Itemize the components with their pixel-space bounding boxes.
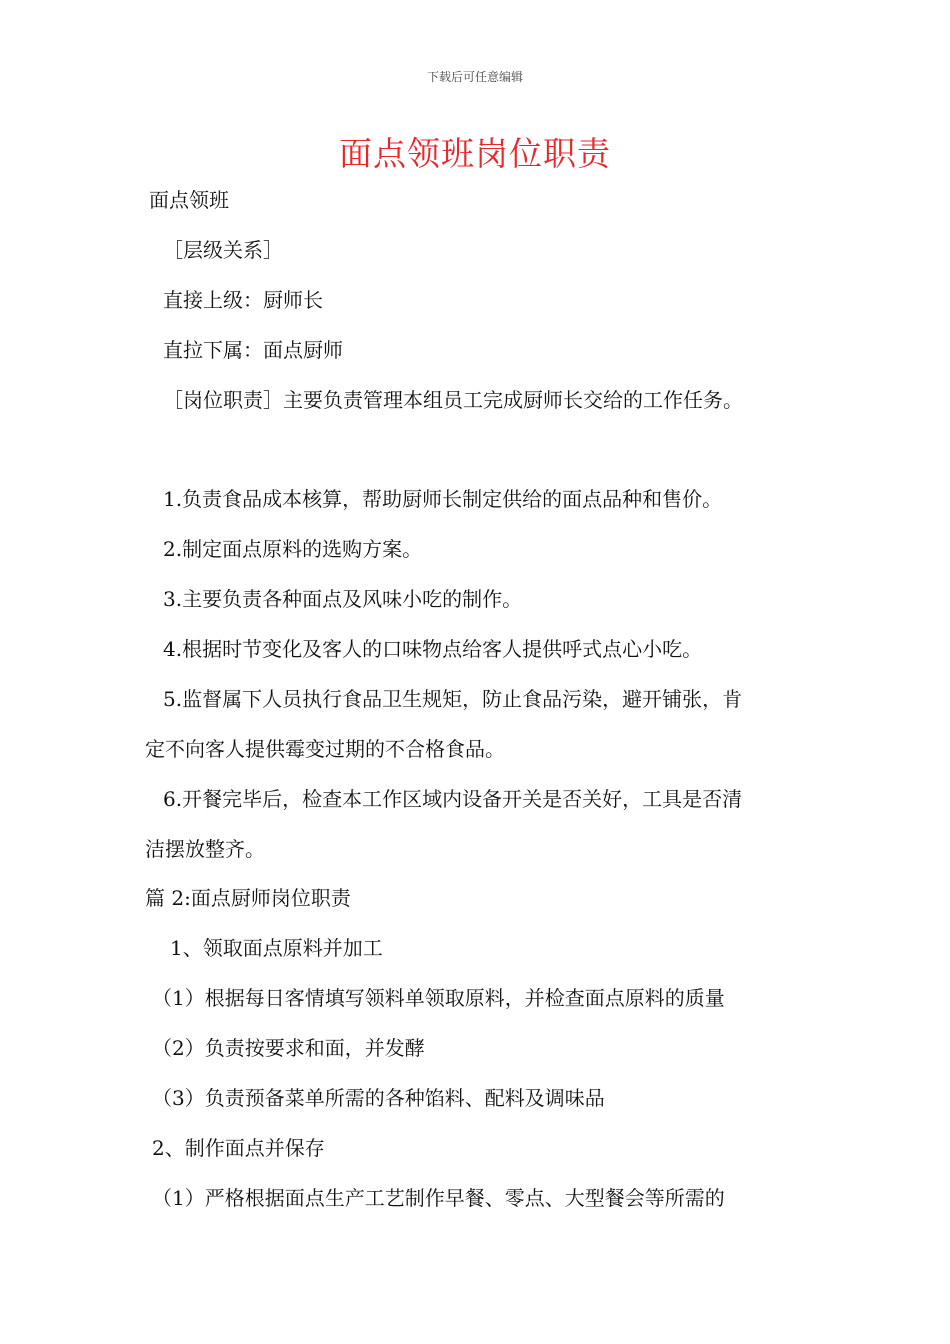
- part1-item: （2）负责按要求和面，并发酵: [152, 1036, 425, 1060]
- subtitle: 面点领班: [149, 188, 229, 212]
- duty-item-continued: 洁摆放整齐。: [145, 837, 265, 861]
- duty-item: 4.根据时节变化及客人的口味物点给客人提供呼式点心小吃。: [163, 637, 703, 661]
- part1-item: （3）负责预备菜单所需的各种馅料、配料及调味品: [152, 1086, 605, 1110]
- duty-item: 2.制定面点原料的选购方案。: [163, 537, 423, 561]
- duty-item: 3.主要负责各种面点及风味小吃的制作。: [163, 587, 523, 611]
- section2-heading: 篇 2:面点厨师岗位职责: [145, 886, 351, 910]
- header-note: 下载后可任意编辑: [426, 70, 523, 84]
- part1-heading: 1、领取面点原料并加工: [170, 936, 383, 960]
- hierarchy-heading: ［层级关系］: [163, 238, 283, 262]
- superior-line: 直接上级：厨师长: [163, 288, 323, 312]
- subordinate-line: 直拉下属：面点厨师: [163, 338, 343, 362]
- duty-item-continued: 定不向客人提供霉变过期的不合格食品。: [145, 737, 505, 761]
- part2-item: （1）严格根据面点生产工艺制作早餐、零点、大型餐会等所需的: [152, 1186, 725, 1210]
- duty-item: 5.监督属下人员执行食品卫生规矩，防止食品污染，避开铺张，肯: [163, 687, 743, 711]
- part2-heading: 2、制作面点并保存: [152, 1136, 325, 1160]
- duty-item: 6.开餐完毕后，检查本工作区域内设备开关是否关好，工具是否清: [163, 787, 743, 811]
- duty-item: 1.负责食品成本核算，帮助厨师长制定供给的面点品种和售价。: [163, 487, 723, 511]
- page-title: 面点领班岗位职责: [339, 134, 611, 173]
- duties-intro: ［岗位职责］主要负责管理本组员工完成厨师长交给的工作任务。: [163, 388, 743, 412]
- part1-item: （1）根据每日客情填写领料单领取原料，并检查面点原料的质量: [152, 986, 725, 1010]
